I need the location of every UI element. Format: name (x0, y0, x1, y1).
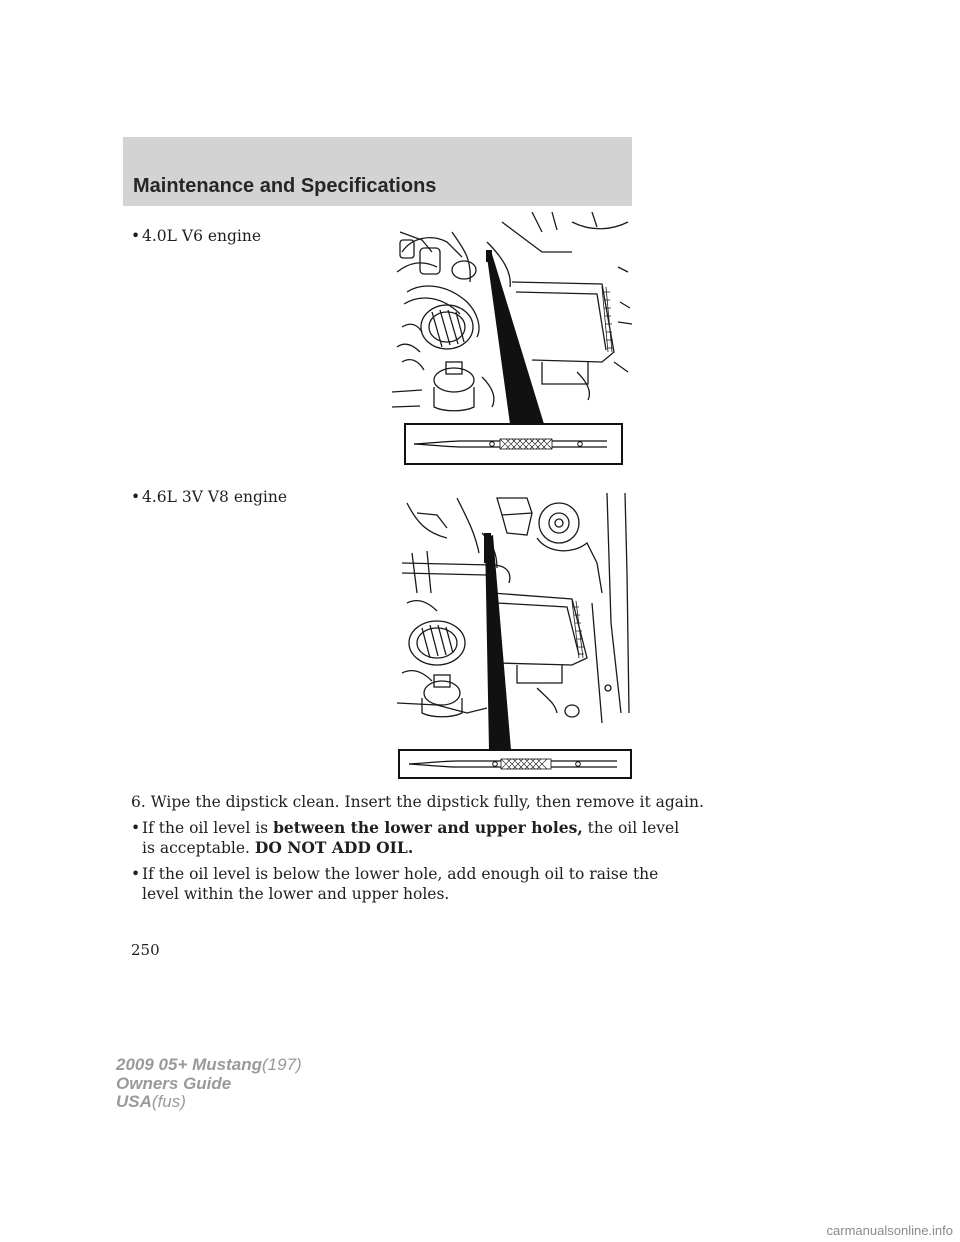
bullet-v6-engine (131, 226, 261, 246)
v8-engine-label: 4.6L 3V V8 engine (142, 488, 288, 506)
step-6-text: 6. Wipe the dipstick clean. Insert the dipstick fully, then remove it again. (131, 793, 704, 811)
page-number: 250 (131, 941, 160, 959)
watermark-text: carmanualsonline.info (826, 1223, 953, 1238)
footer-guide: Owners Guide (116, 1073, 232, 1093)
bullet-oil-between-line2 (142, 838, 413, 858)
document-footer (116, 1056, 302, 1112)
oil-between-suffix: the oil level (582, 819, 680, 837)
bullet-v8-engine (131, 487, 287, 507)
do-not-add-oil-warning: DO NOT ADD OIL. (254, 838, 414, 857)
footer-model-line (116, 1056, 302, 1075)
footer-model-code: (197) (262, 1055, 302, 1074)
bullet-dot-icon: • (131, 865, 141, 883)
bullet-dot-icon: • (131, 819, 141, 837)
footer-model: 2009 05+ Mustang (116, 1055, 262, 1074)
footer-guide-line (116, 1075, 302, 1094)
bullet-oil-below-line2: level within the lower and upper holes. (142, 885, 450, 903)
oil-below-line1: If the oil level is below the lower hole, add enough oil to raise the (142, 865, 659, 883)
footer-market: USA (116, 1092, 152, 1111)
section-header-band (123, 137, 632, 206)
bullet-oil-between-line1 (131, 818, 679, 838)
section-title: Maintenance and Specifications (133, 175, 437, 197)
v8-engine-illustration (397, 493, 633, 780)
bullet-oil-below-line1 (131, 864, 658, 884)
bullet-dot-icon: • (131, 488, 141, 506)
bullet-dot-icon: • (131, 227, 141, 245)
oil-between-bold: between the lower and upper holes, (273, 818, 583, 837)
footer-market-code: (fus) (151, 1092, 186, 1111)
oil-between-prefix: If the oil level is (142, 819, 274, 837)
oil-between-line2-prefix: is acceptable. (142, 839, 255, 857)
footer-market-line (116, 1093, 302, 1112)
v6-engine-illustration (392, 212, 634, 466)
v6-engine-label: 4.0L V6 engine (142, 227, 262, 245)
